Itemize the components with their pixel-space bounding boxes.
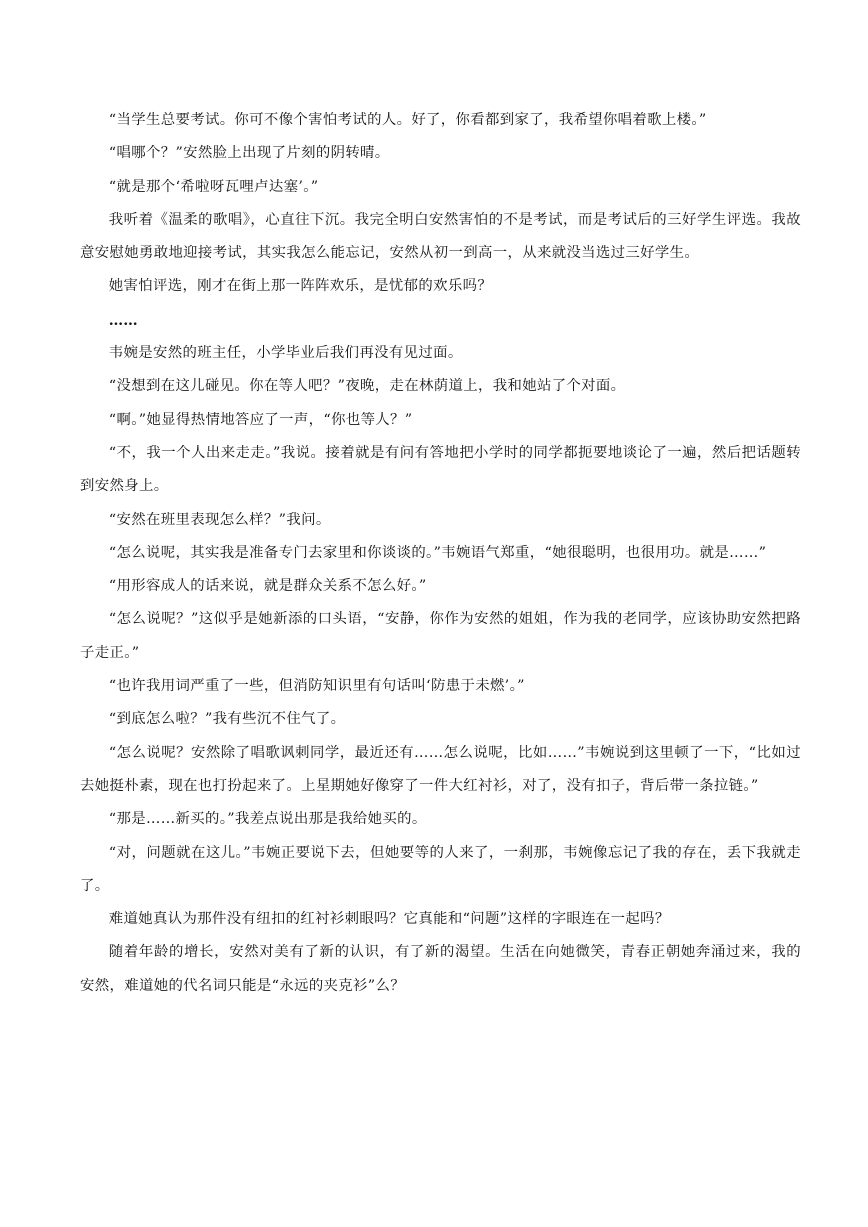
paragraph-9: “不，我一个人出来走走。”我说。接着就是有问有答地把小学时的同学都扼要地谈论了一遍，然后把话题转到安然身上。 — [80, 444, 801, 495]
paragraph-19: 难道她真认为那件没有纽扣的红衬衫刺眼吗？它真能和“问题”这样的字眼连在一起吗？ — [108, 911, 670, 928]
paragraph-15: “到底怎么啦？”我有些沉不住气了。 — [108, 711, 346, 728]
paragraph-6: 韦婉是安然的班主任，小学毕业后我们再没有见过面。 — [108, 345, 463, 362]
paragraph-3: “就是那个‘希啦呀瓦哩卢达塞’。” — [108, 178, 319, 195]
paragraph-8: “啊。”她显得热情地答应了一声，“你也等人？” — [108, 411, 413, 428]
paragraph-4: 我听着《温柔的歌唱》，心直往下沉。我完全明白安然害怕的不是考试，而是考试后的三好学生评选。我故意安慰她勇敢地迎接考试，其实我怎么能忘记，安然从初一到高一，从来就没当选过三好学生。 — [80, 211, 801, 262]
paragraph-16: “怎么说呢？安然除了唱歌讽刺同学，最近还有……怎么说呢，比如……”韦婉说到这里顿了一下，“比如过去她挺朴素，现在也打扮起来了。上星期她好像穿了一件大红衬衫，对了，没有扣子，背后带一条拉链。” — [80, 744, 801, 794]
paragraph-10: “安然在班里表现怎么样？”我问。 — [108, 511, 331, 528]
section-break-ellipsis: …… — [108, 311, 138, 329]
paragraph-2: “唱哪个？”安然脸上出现了片刻的阴转晴。 — [108, 145, 390, 162]
paragraph-7: “没想到在这儿碰见。你在等人吧？”夜晚，走在林荫道上，我和她站了个对面。 — [108, 378, 626, 395]
paragraph-13: “怎么说呢？”这似乎是她新添的口头语，“安静，你作为安然的姐姐，作为我的老同学，应该协助安然把路子走正。” — [80, 611, 801, 661]
paragraph-12: “用形容成人的话来说，就是群众关系不怎么好。” — [108, 578, 427, 595]
paragraph-11: “怎么说呢，其实我是准备专门去家里和你谈谈的。”韦婉语气郑重，“她很聪明，也很用功。就是……” — [108, 544, 767, 561]
paragraph-5: 她害怕评选，刚才在街上那一阵阵欢乐，是忧郁的欢乐吗？ — [108, 278, 493, 295]
paragraph-1: “当学生总要考试。你可不像个害怕考试的人。好了，你看都到家了，我希望你唱着歌上楼。” — [108, 112, 707, 128]
paragraph-20: 随着年龄的增长，安然对美有了新的认识，有了新的渴望。生活在向她微笑，青春正朝她奔涌过来，我的安然，难道她的代名词只能是“永远的夹克衫”么？ — [80, 944, 801, 994]
paragraph-18: “对，问题就在这儿。”韦婉正要说下去，但她要等的人来了，一刹那，韦婉像忘记了我的存在，丢下我就走了。 — [80, 844, 801, 894]
document-body — [80, 104, 801, 1003]
paragraph-14: “也许我用词严重了一些，但消防知识里有句话叫‘防患于未燃’。” — [108, 678, 525, 695]
paragraph-17: “那是……新买的。”我差点说出那是我给她买的。 — [108, 811, 427, 828]
